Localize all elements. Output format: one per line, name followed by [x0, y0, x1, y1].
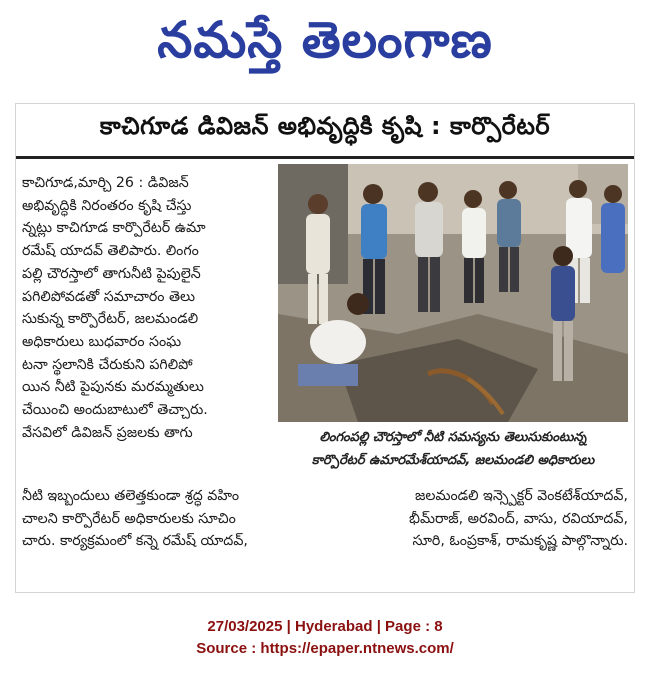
body-line: కాచిగూడ,మార్చి 26 : డివిజన్ [22, 175, 189, 191]
body-line: టనా స్థలానికి చేరుకుని పగిలిపో [22, 356, 193, 373]
body-line: నీటి ఇబ్బందులు తలెత్తకుండా శ్రద్ధ వహిం [22, 488, 240, 504]
body-line: చాలని కార్పొరేటర్ అధికారులకు సూచిం [22, 510, 236, 527]
article-body-left-column [22, 172, 270, 444]
body-line: పగిలిపోవడతో సమాచారం తెలు [22, 288, 195, 305]
footer-source-link[interactable]: Source : https://epaper.ntnews.com/ [196, 640, 454, 657]
body-line: అభివృద్ధికి నిరంతరం కృషి చేస్తు [22, 197, 192, 214]
body-row [22, 530, 628, 553]
body-line: సూరి, ఓంప్రకాశ్, రామకృష్ణ పాల్గొన్నారు. [412, 533, 628, 550]
body-line: అధికారులు బుధవారం సంఘ [22, 333, 182, 350]
body-line: రమేష్ యాదవ్ తెలిపారు. లింగం [22, 243, 199, 260]
article-body-bottom [22, 485, 628, 553]
news-clipping [15, 103, 635, 593]
body-line: జలమండలి ఇన్స్పెక్టర్ వెంకటేశ్‌యాదవ్, [415, 488, 628, 504]
body-line: సుకున్న కార్పొరేటర్, జలమండలి [22, 311, 199, 328]
body-line: చారు. కార్యక్రమంలో కన్నె రమేష్ యాదవ్, [22, 533, 248, 550]
headline-divider [16, 156, 634, 159]
caption-line: కార్పొరేటర్ ఉమారమేశ్‌యాదవ్, జలమండలి అధికారులు [311, 453, 595, 468]
footer-date-page: 27/03/2025 | Hyderabad | Page : 8 [207, 618, 443, 635]
body-line: భీమ్‌రాజ్, అరవింద్, వాసు, రవియాదవ్, [409, 510, 628, 527]
body-line: చేయించి అందుబాటులో తెచ్చారు. [22, 402, 208, 419]
news-photo [278, 164, 628, 422]
body-row [22, 508, 628, 531]
caption-line: లింగంపల్లి చౌరస్తాలో నీటి సమస్యను తెలుసుకుంటున్న [319, 430, 587, 445]
body-line: పల్లి చౌరస్తాలో తాగునీటి పైపులైన్ [22, 265, 201, 282]
source-footer [0, 616, 650, 660]
body-row [22, 485, 628, 508]
body-line: వేసవిలో డివిజన్ ప్రజలకు తాగు [22, 424, 193, 441]
article-headline: కాచిగూడ డివిజన్ అభివృద్ధికి కృషి : కార్పొరేటర్ [99, 112, 551, 140]
body-line: న్నట్లు కాచిగూడ కార్పొరేటర్ ఉమా [22, 220, 206, 237]
photo-caption [278, 426, 628, 472]
newspaper-masthead: నమస్తే తెలంగాణ [157, 10, 493, 69]
body-line: యిన నీటి పైపునకు మరమ్మతులు [22, 379, 204, 396]
